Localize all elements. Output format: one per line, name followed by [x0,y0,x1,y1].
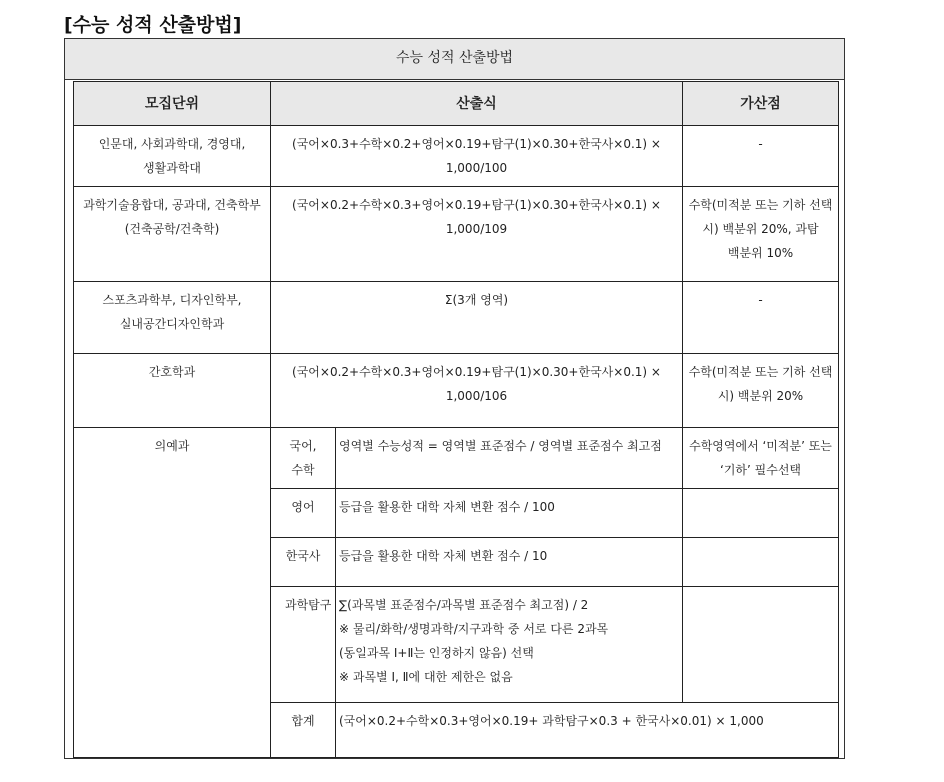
formula-cell: 등급을 활용한 대학 자체 변환 점수 / 100 [336,489,683,538]
formula-cell: 영역별 수능성적 = 영역별 표준점수 / 영역별 표준점수 최고점 [336,428,683,489]
unit-cell: 의예과 [74,428,271,758]
subject-cell: 국어, 수학 [271,428,336,489]
subject-cell: 합계 [271,703,336,758]
formula-cell: (국어×0.2+수학×0.3+영어×0.19+탐구(1)×0.30+한국사×0.1) × 1,000/106 [271,354,683,428]
subject-cell: 과학탐구 [271,587,336,703]
bonus-cell [683,538,839,587]
formula-cell: (국어×0.2+수학×0.3+영어×0.19+탐구(1)×0.30+한국사×0.1) × 1,000/109 [271,187,683,282]
table-title: 수능 성적 산출방법 [65,39,844,80]
table-row [74,354,839,428]
header-unit: 모집단위 [74,82,271,126]
table-row [74,187,839,282]
formula-line: (동일과목 Ⅰ+Ⅱ는 인정하지 않음) 선택 [339,646,534,660]
unit-cell: 과학기술융합대, 공과대, 건축학부(건축공학/건축학) [74,187,271,282]
bonus-cell: - [683,282,839,354]
formula-cell: (국어×0.2+수학×0.3+영어×0.19+ 과학탐구×0.3 + 한국사×0.01) × 1,000 [336,703,839,758]
subject-cell: 한국사 [271,538,336,587]
formula-cell [336,587,683,703]
bonus-cell: 수학(미적분 또는 기하 선택 시) 백분위 20% [683,354,839,428]
header-formula: 산출식 [271,82,683,126]
score-table [73,81,839,758]
subject-cell: 영어 [271,489,336,538]
bonus-cell: 수학(미적분 또는 기하 선택 시) 백분위 20%, 과탐 백분위 10% [683,187,839,282]
formula-cell: Σ(3개 영역) [271,282,683,354]
formula-line: ∑(과목별 표준점수/과목별 표준점수 최고점) / 2 [339,598,589,612]
table-row [74,282,839,354]
unit-cell: 인문대, 사회과학대, 경영대, 생활과학대 [74,126,271,187]
formula-cell: (국어×0.3+수학×0.2+영어×0.19+탐구(1)×0.30+한국사×0.1) × 1,000/100 [271,126,683,187]
formula-line: ※ 물리/화학/생명과학/지구과학 중 서로 다른 2과목 [339,622,609,636]
formula-line: ※ 과목별 Ⅰ, Ⅱ에 대한 제한은 없음 [339,670,513,684]
formula-cell: 등급을 활용한 대학 자체 변환 점수 / 10 [336,538,683,587]
header-row [74,82,839,126]
bonus-cell: 수학영역에서 ‘미적분’ 또는 ‘기하’ 필수선택 [683,428,839,489]
score-method-box [64,38,845,759]
bonus-cell: - [683,126,839,187]
bonus-cell [683,489,839,538]
unit-cell: 간호학과 [74,354,271,428]
medical-row [74,428,839,489]
table-row [74,126,839,187]
header-bonus: 가산점 [683,82,839,126]
bonus-cell [683,587,839,703]
page-title: [수능 성적 산출방법] [64,14,242,36]
unit-cell: 스포츠과학부, 디자인학부, 실내공간디자인학과 [74,282,271,354]
